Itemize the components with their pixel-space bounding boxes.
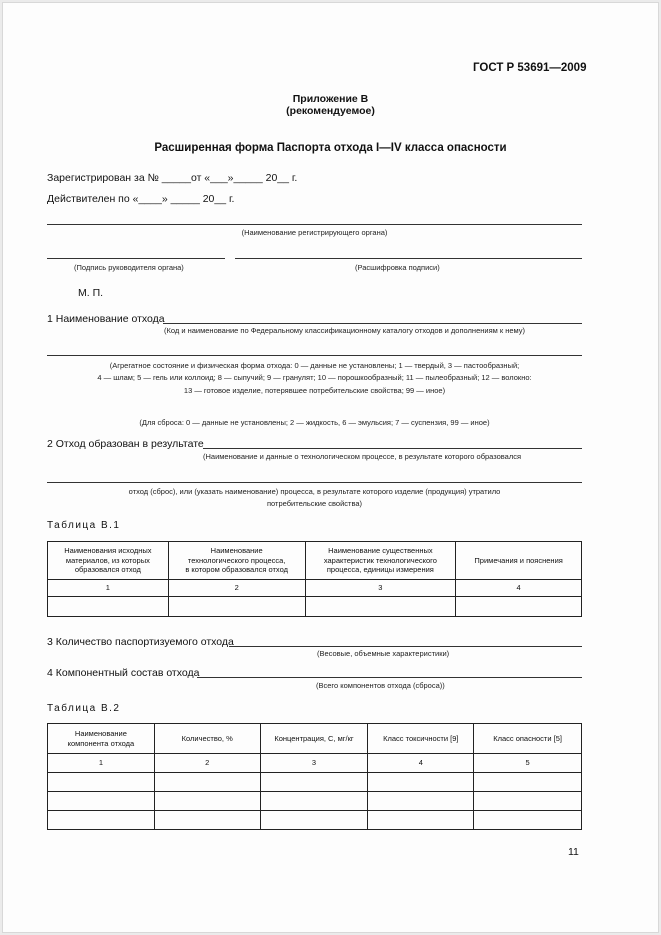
item3-label: 3 Количество паспортизуемого отхода <box>47 636 234 648</box>
table2-number-cell: 2 <box>154 754 260 773</box>
table2-empty-row <box>48 811 582 830</box>
table1-cell[interactable] <box>456 597 582 617</box>
stamp-label: М. П. <box>78 287 104 299</box>
table2-number-cell: 1 <box>48 754 155 773</box>
table1-header-row <box>48 542 582 580</box>
item3-caption: (Весовые, объемные характеристики) <box>317 649 450 658</box>
table2-cell[interactable] <box>368 792 474 811</box>
table2-cell[interactable] <box>154 792 260 811</box>
table2-cell[interactable] <box>48 792 155 811</box>
decoding-line <box>235 258 582 259</box>
signature-line <box>47 258 225 259</box>
table1-empty-row <box>48 597 582 617</box>
standard-number: ГОСТ Р 53691—2009 <box>473 62 587 74</box>
table2-cell[interactable] <box>154 773 260 792</box>
item2-line <box>203 448 582 449</box>
item2-label: 2 Отход образован в результате <box>47 438 204 450</box>
table2-caption: Таблица В.2 <box>47 703 121 714</box>
table2-cell[interactable] <box>260 773 368 792</box>
item1-line <box>163 323 582 324</box>
table2-cell[interactable] <box>368 811 474 830</box>
signature-caption: (Подпись руководителя органа) <box>74 263 184 272</box>
item2-caption-3: потребительские свойства) <box>266 499 363 508</box>
table2-cell[interactable] <box>154 811 260 830</box>
item2-caption-2: отход (сброс), или (указать наименование) процесса, в результате которого изделие (продукция) утратило <box>128 487 501 496</box>
table2-number-row <box>48 754 582 773</box>
page-number: 11 <box>568 846 579 858</box>
table2-number-cell: 4 <box>368 754 474 773</box>
table2-cell[interactable] <box>474 792 582 811</box>
table1-cell[interactable] <box>168 597 305 617</box>
org-name-line <box>47 224 582 225</box>
item2-caption-1: (Наименование и данные о технологическом процессе, в результате которого образовался <box>203 452 522 461</box>
table-b2 <box>47 723 582 830</box>
discharge-caption: (Для сброса: 0 — данные не установлены; 2 — жидкость, 6 — эмульсия; 7 — суспензия, 99 — иное) <box>139 418 490 427</box>
table1-caption: Таблица В.1 <box>47 520 121 531</box>
item4-line <box>197 677 582 678</box>
item1-caption: (Код и наименование по Федеральному классификационному каталогу отходов и дополнениям к нему) <box>164 326 526 335</box>
document-title: Расширенная форма Паспорта отхода I—IV класса опасности <box>154 142 507 154</box>
table1-number-cell: 1 <box>48 580 169 597</box>
table1-cell[interactable] <box>48 597 169 617</box>
item4-label: 4 Компонентный состав отхода <box>47 667 200 679</box>
table2-cell[interactable] <box>260 792 368 811</box>
table2-cell[interactable] <box>474 773 582 792</box>
item1-state-line <box>47 355 582 356</box>
table2-cell[interactable] <box>48 773 155 792</box>
state-caption-3: 13 — готовое изделие, потерявшее потребительские свойства; 99 — иное) <box>183 386 446 395</box>
state-caption-2: 4 — шлам; 5 — гель или коллоид; 8 — сыпучий; 9 — гранулят; 10 — порошкообразный; 11 — пылеобразный; 12 — волокно: <box>97 373 532 382</box>
table2-empty-row <box>48 773 582 792</box>
state-caption-1: (Агрегатное состояние и физическая форма отхода: 0 — данные не установлены; 1 — твердый, 3 — пастообразный; <box>109 361 520 370</box>
table1-header-cell: Наименование существенных характеристик технологического процесса, единицы измерения <box>305 542 456 580</box>
table2-cell[interactable] <box>474 811 582 830</box>
table2-header-cell: Наименование компонента отхода <box>48 724 155 754</box>
table2-header-cell: Количество, % <box>154 724 260 754</box>
appendix-title: Приложение В <box>292 93 369 105</box>
table1-number-cell: 2 <box>168 580 305 597</box>
item1-label: 1 Наименование отхода <box>47 313 165 325</box>
table2-header-cell: Концентрация, С, мг/кг <box>260 724 368 754</box>
appendix-subtitle: (рекомендуемое) <box>286 105 375 117</box>
org-name-caption: (Наименование регистрирующего органа) <box>241 228 388 237</box>
item3-line <box>229 646 582 647</box>
table2-empty-row <box>48 792 582 811</box>
item4-caption: (Всего компонентов отхода (сброса)) <box>316 681 445 690</box>
table1-cell[interactable] <box>305 597 456 617</box>
table2-cell[interactable] <box>368 773 474 792</box>
item2-line-2 <box>47 482 582 483</box>
table1-number-cell: 4 <box>456 580 582 597</box>
table1-number-row <box>48 580 582 597</box>
table2-number-cell: 5 <box>474 754 582 773</box>
table2-cell[interactable] <box>260 811 368 830</box>
table2-header-row <box>48 724 582 754</box>
table1-number-cell: 3 <box>305 580 456 597</box>
table1-header-cell: Наименования исходных материалов, из которых образовался отход <box>48 542 169 580</box>
decoding-caption: (Расшифровка подписи) <box>355 263 440 272</box>
validity-line: Действителен по «____» _____ 20__ г. <box>47 193 235 205</box>
table2-header-cell: Класс токсичности [9] <box>368 724 474 754</box>
table1-header-cell: Примечания и пояснения <box>456 542 582 580</box>
registration-line: Зарегистрирован за № _____от «___»_____ 20__ г. <box>47 172 298 184</box>
table-b1 <box>47 541 582 617</box>
table2-cell[interactable] <box>48 811 155 830</box>
table1-header-cell: Наименование технологического процесса, в котором образовался отход <box>168 542 305 580</box>
table2-number-cell: 3 <box>260 754 368 773</box>
table2-header-cell: Класс опасности [5] <box>474 724 582 754</box>
